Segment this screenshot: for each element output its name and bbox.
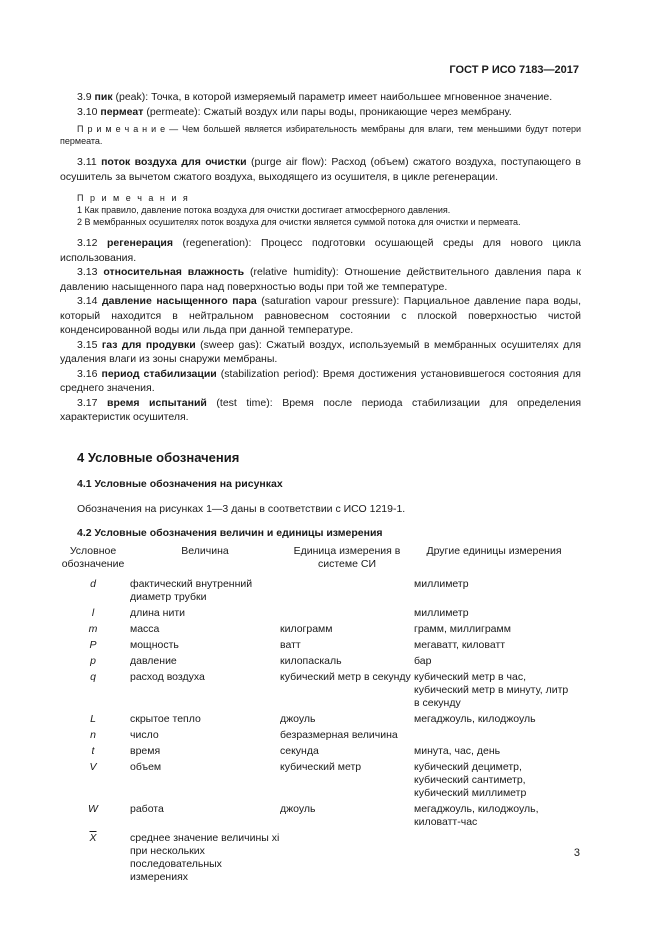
- term-definition: (regeneration): Процесс подготовки осушающей среды для нового цикла использования.: [60, 237, 581, 264]
- symbol-cell: p: [90, 654, 96, 667]
- table-row: [56, 726, 574, 742]
- table-row: [56, 829, 574, 884]
- term-name: поток воздуха для очистки: [101, 156, 247, 168]
- term-number: 3.15: [77, 338, 98, 351]
- term-name: время испытаний: [107, 396, 207, 409]
- term-name: период стабилизации: [101, 367, 217, 380]
- term-name: давление насыщенного пара: [101, 295, 257, 307]
- note-item: 1 Как правило, давление потока воздуха для очистки достигает атмосферного давления.: [77, 205, 451, 215]
- symbols-table: [56, 545, 574, 884]
- other-units-cell: мегаватт, киловатт: [414, 638, 506, 651]
- other-units-cell: [414, 726, 574, 742]
- term-3-11: [60, 155, 581, 184]
- term-name: газ для продувки: [101, 338, 196, 351]
- quantity-cell: мощность: [130, 638, 179, 651]
- si-unit-cell: джоуль: [280, 712, 316, 725]
- quantity-cell: работа: [130, 802, 164, 815]
- other-units-cell: миллиметр: [414, 606, 469, 619]
- symbol-cell: m: [88, 622, 98, 635]
- si-unit-cell: кубический метр: [280, 760, 362, 773]
- term-number: 3.9: [77, 91, 92, 103]
- term-name: пик: [94, 91, 113, 103]
- other-units-cell: мегаджоуль, килоджоуль, киловатт-час: [414, 802, 539, 828]
- symbol-cell: L: [90, 712, 96, 725]
- term-number: 3.16: [77, 367, 98, 380]
- term-definition: (permeate): Сжатый воздух или пары воды, проникающие через мембрану.: [143, 105, 512, 118]
- si-unit-cell: [280, 604, 414, 620]
- table-row: [56, 710, 574, 726]
- section-4-1-text: Обозначения на рисунках 1—3 даны в соответствии с ИСО 1219-1.: [77, 502, 406, 515]
- symbol-cell: $\overline{X}$: [89, 831, 97, 844]
- term-name: регенерация: [107, 237, 173, 249]
- term-number: 3.11: [77, 156, 97, 168]
- si-unit-cell: безразмерная величина: [280, 728, 398, 741]
- header-symbol: Условное обозначение: [61, 544, 125, 570]
- quantity-cell: расход воздуха: [130, 670, 205, 683]
- other-units-cell: кубический метр в час, кубический метр в минуту, литр в секунду: [414, 670, 569, 709]
- term-name: относительная влажность: [103, 266, 245, 278]
- si-unit-cell: ватт: [280, 638, 301, 651]
- quantity-cell: скрытое тепло: [130, 712, 201, 725]
- table-row: [56, 800, 574, 829]
- term-name: пермеат: [100, 105, 144, 118]
- note-item: 2 В мембранных осушителях поток воздуха для очистки является суммой потока для очистки и пермеата.: [77, 217, 521, 227]
- other-units-cell: [414, 829, 574, 884]
- page-content: [60, 90, 581, 884]
- table-header-row: [56, 545, 574, 575]
- note-text: — Чем большей является избирательность мембраны для влаги, тем меньшими будут потери пермеата.: [60, 124, 581, 146]
- term-3-10: [60, 105, 581, 120]
- section-4-2-title: 4.2 Условные обозначения величин и единицы измерения: [77, 527, 383, 539]
- term-number: 3.14: [77, 295, 98, 307]
- table-row: [56, 758, 574, 800]
- term-3-13: [60, 265, 581, 294]
- quantity-cell: объем: [130, 760, 162, 773]
- symbol-cell: l: [91, 606, 95, 619]
- term-definition: (saturation vapour pressure): Парциальное давление пара воды, который находится в нейтральном равновесном состоянии с плоской поверхностью чистой конденсированной воды или льда при данной температуре.: [60, 295, 581, 336]
- table-row: [56, 636, 574, 652]
- note-label: П р и м е ч а н и е: [77, 124, 166, 134]
- table-row: [56, 604, 574, 620]
- other-units-cell: миллиметр: [414, 577, 469, 590]
- symbol-cell: W: [88, 802, 98, 815]
- term-number: 3.13: [77, 266, 98, 278]
- table-row: [56, 652, 574, 668]
- si-unit-cell: секунда: [280, 744, 319, 757]
- si-unit-cell: [280, 829, 414, 884]
- quantity-cell: время: [130, 744, 161, 757]
- table-row: [56, 575, 574, 604]
- symbol-cell: P: [89, 638, 97, 651]
- symbol-cell: V: [89, 760, 97, 773]
- si-unit-cell: [280, 575, 414, 604]
- table-row: [56, 620, 574, 636]
- other-units-cell: мегаджоуль, килоджоуль: [414, 712, 536, 725]
- notes-title: П р и м е ч а н и я: [77, 193, 190, 203]
- term-number: 3.10: [77, 105, 98, 118]
- quantity-cell: давление: [130, 654, 177, 667]
- si-unit-cell: кубический метр в секунду: [280, 670, 411, 683]
- term-definition: (purge air flow): Расход (объем) сжатого воздуха, поступающего в осушитель за вычетом сжатого воздуха, выходящего из осушителя, в цикле регенерации.: [60, 156, 581, 183]
- quantity-cell: фактический внутренний диаметр трубки: [130, 577, 253, 603]
- quantity-cell: длина нити: [130, 606, 186, 619]
- header-si-unit: Единица измерения в системе СИ: [293, 544, 401, 570]
- notes-block: [60, 192, 581, 228]
- section-4-title: 4 Условные обозначения: [77, 449, 240, 465]
- other-units-cell: кубический дециметр, кубический сантиметр, кубический миллиметр: [414, 760, 527, 799]
- other-units-cell: бар: [414, 654, 432, 667]
- table-row: [56, 742, 574, 758]
- term-3-12: [60, 236, 581, 265]
- term-number: 3.12: [77, 237, 98, 249]
- quantity-cell: число: [130, 728, 159, 741]
- section-4-1-title: 4.1 Условные обозначения на рисунках: [77, 478, 283, 490]
- term-definition: (test time): Время после периода стабилизации для определения характеристик осушителя.: [60, 396, 581, 423]
- term-3-16: [60, 367, 581, 396]
- term-number: 3.17: [77, 396, 98, 409]
- standard-header: ГОСТ Р ИСО 7183—2017: [449, 64, 579, 76]
- quantity-cell: среднее значение величины xi при нескольких последовательных измерениях: [130, 831, 280, 883]
- header-quantity: Величина: [181, 544, 229, 557]
- term-3-14: [60, 294, 581, 338]
- term-3-9: [60, 90, 581, 105]
- note-permeate: [60, 123, 581, 147]
- page-number: 3: [573, 847, 580, 859]
- symbol-cell: t: [91, 744, 95, 757]
- term-3-17: [60, 396, 581, 425]
- quantity-cell: масса: [130, 622, 160, 635]
- symbol-cell: d: [90, 577, 96, 590]
- si-unit-cell: килограмм: [280, 622, 333, 635]
- symbol-cell: q: [90, 670, 96, 683]
- term-definition: (relative humidity): Отношение действительного давления пара к давлению насыщенного пара над поверхностью воды при той же температуре.: [60, 266, 581, 293]
- term-definition: (peak): Точка, в которой измеряемый параметр имеет наибольшее мгновенное значение.: [112, 91, 553, 103]
- header-other-units: Другие единицы измерения: [426, 544, 562, 557]
- term-definition: (stabilization period): Время достижения установившегося состояния для среднего значения.: [60, 367, 581, 394]
- other-units-cell: грамм, миллиграмм: [414, 622, 511, 635]
- si-unit-cell: джоуль: [280, 802, 316, 815]
- term-definition: (sweep gas): Сжатый воздух, используемый в мембранных осушителях для удаления влаги из зоны снаружи мембраны.: [60, 338, 582, 365]
- si-unit-cell: килопаскаль: [280, 654, 342, 667]
- symbol-cell: n: [90, 728, 96, 741]
- table-row: [56, 668, 574, 710]
- other-units-cell: минута, час, день: [414, 744, 501, 757]
- term-3-15: [60, 338, 581, 367]
